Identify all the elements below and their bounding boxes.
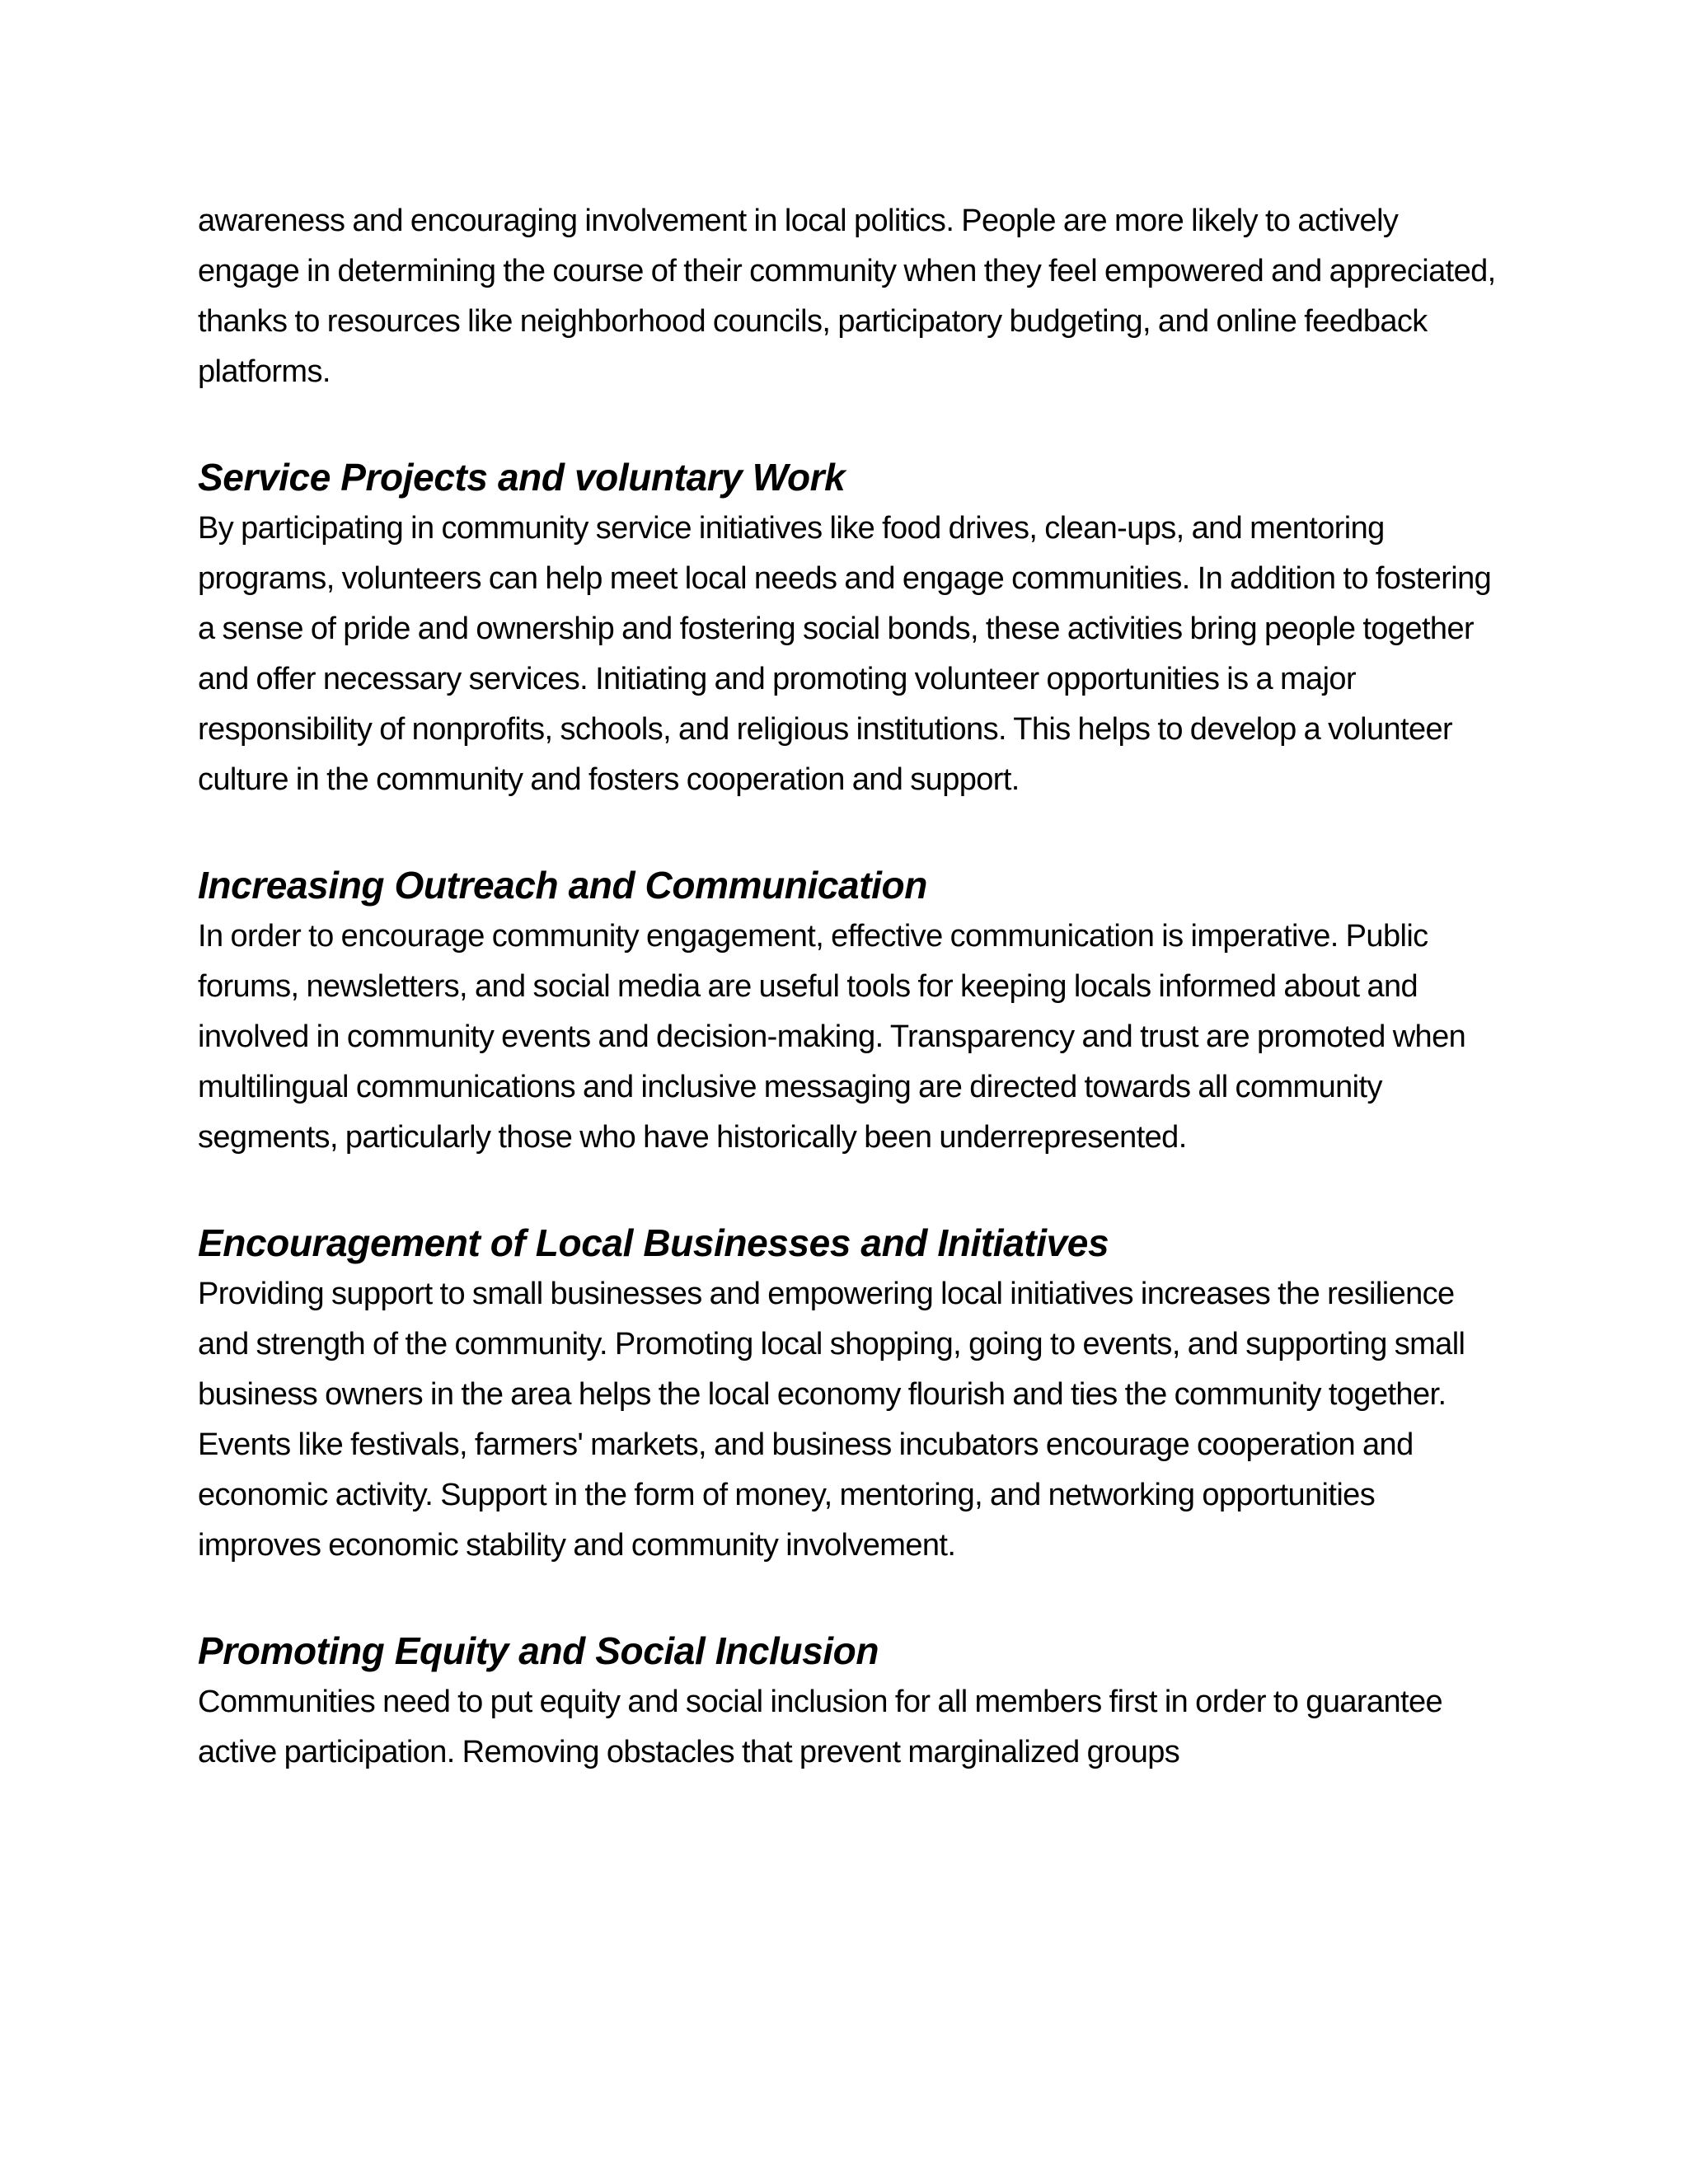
intro-paragraph: awareness and encouraging involvement in local politics. People are more likely to actively engage in determining the course of their community when they feel empowered and appreciated, thanks to resources like neighborhood councils, participatory budgeting, and online feedback platforms.	[198, 204, 1496, 389]
section-heading-service-projects: Service Projects and voluntary Work	[198, 456, 846, 499]
section-body-service-projects: By participating in community service initiatives like food drives, clean-ups, and mentoring programs, volunteers can help meet local needs and engage communities. In addition to fostering a sense of pride and ownership and fostering social bonds, these activities bring people together and offer necessary services. Initiating and promoting volunteer opportunities is a major responsibility of nonprofits, schools, and religious institutions. This helps to develop a volunteer culture in the community and fosters cooperation and support.	[198, 511, 1492, 797]
document-content	[198, 196, 1500, 1778]
section-body-local-businesses: Providing support to small businesses and empowering local initiatives increases the resilience and strength of the community. Promoting local shopping, going to events, and supporting small business owners in the area helps the local economy flourish and ties the community together. Events like festivals, farmers' markets, and business incubators encourage cooperation and economic activity. Support in the form of money, mentoring, and networking opportunities improves economic stability and community involvement.	[198, 1277, 1465, 1563]
section-body-equity-inclusion: Communities need to put equity and social inclusion for all members first in order to guarantee active participation. Removing obstacles that prevent marginalized groups	[198, 1685, 1443, 1769]
section-body-outreach-communication: In order to encourage community engagement, effective communication is imperative. Public forums, newsletters, and social media are useful tools for keeping locals informed about and involved in community events and decision-making. Transparency and trust are promoted when multilingual communications and inclusive messaging are directed towards all community segments, particularly those who have historically been underrepresented.	[198, 919, 1466, 1155]
section-heading-local-businesses: Encouragement of Local Businesses and Initiatives	[198, 1221, 1109, 1264]
section-heading-outreach-communication: Increasing Outreach and Communication	[198, 864, 927, 907]
section-heading-equity-inclusion: Promoting Equity and Social Inclusion	[198, 1629, 879, 1672]
